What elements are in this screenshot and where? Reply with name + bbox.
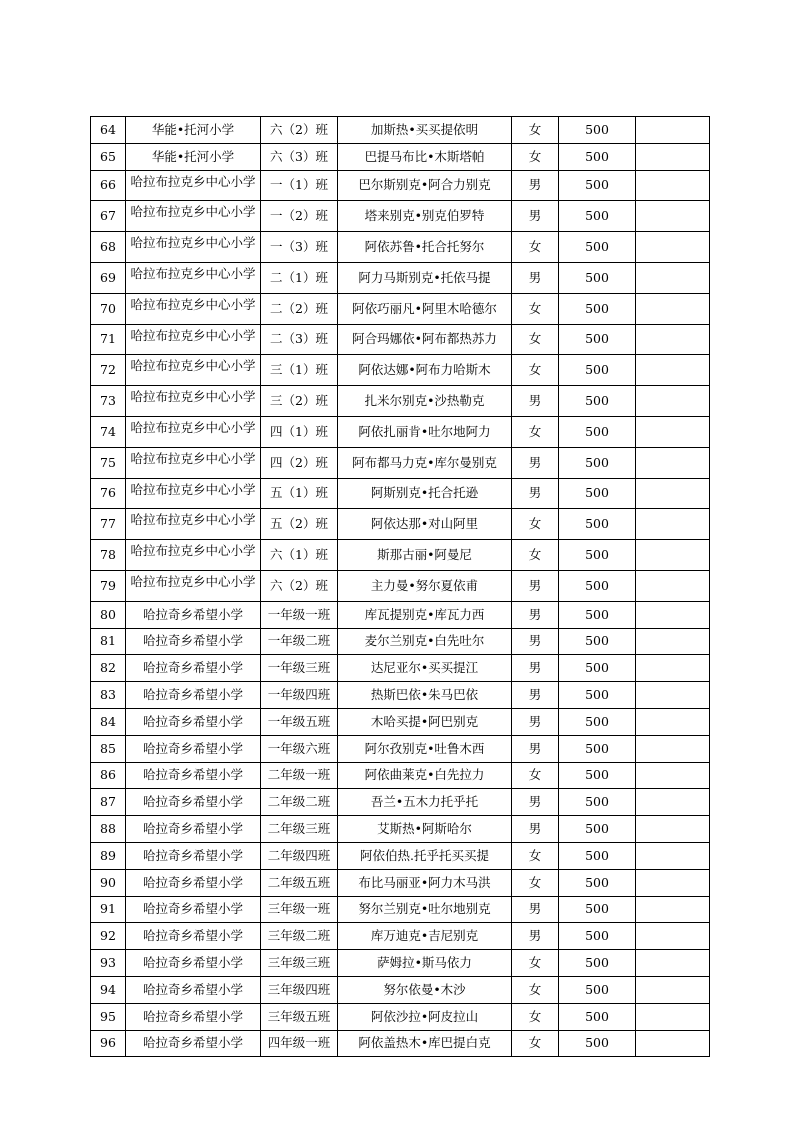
row-number-cell: 72	[91, 355, 126, 386]
gender-cell: 女	[512, 1030, 559, 1057]
student-name-cell: 木哈买提•阿巴别克	[338, 708, 512, 735]
amount-cell: 500	[559, 789, 636, 816]
amount-cell: 500	[559, 1003, 636, 1030]
student-name-cell: 扎米尔别克•沙热勒克	[338, 386, 512, 417]
class-cell: 二年级一班	[261, 762, 338, 789]
table-row	[91, 478, 710, 509]
note-cell	[636, 324, 710, 355]
student-name-cell: 阿依扎丽肯•吐尔地阿力	[338, 416, 512, 447]
student-name-cell: 阿合玛娜依•阿布都热苏力	[338, 324, 512, 355]
amount-cell: 500	[559, 869, 636, 896]
table-row	[91, 355, 710, 386]
table-row	[91, 762, 710, 789]
class-cell: 四（2）班	[261, 447, 338, 478]
amount-cell: 500	[559, 416, 636, 447]
student-name-cell: 库万迪克•吉尼别克	[338, 923, 512, 950]
row-number-cell: 95	[91, 1003, 126, 1030]
note-cell	[636, 509, 710, 540]
amount-cell: 500	[559, 447, 636, 478]
student-name-cell: 努尔兰别克•吐尔地别克	[338, 896, 512, 923]
amount-cell: 500	[559, 232, 636, 263]
amount-cell: 500	[559, 708, 636, 735]
gender-cell: 女	[512, 232, 559, 263]
row-number-cell: 73	[91, 386, 126, 417]
gender-cell: 男	[512, 570, 559, 601]
amount-cell: 500	[559, 509, 636, 540]
school-cell: 哈拉奇乡希望小学	[126, 923, 261, 950]
row-number-cell: 71	[91, 324, 126, 355]
row-number-cell: 83	[91, 682, 126, 709]
amount-cell: 500	[559, 762, 636, 789]
note-cell	[636, 976, 710, 1003]
class-cell: 二年级三班	[261, 816, 338, 843]
student-name-cell: 巴尔斯别克•阿合力别克	[338, 170, 512, 201]
row-number-cell: 86	[91, 762, 126, 789]
school-cell: 哈拉奇乡希望小学	[126, 896, 261, 923]
school-cell: 哈拉奇乡希望小学	[126, 708, 261, 735]
note-cell	[636, 762, 710, 789]
row-number-cell: 77	[91, 509, 126, 540]
school-cell: 哈拉布拉克乡中心小学	[126, 293, 261, 324]
class-cell: 三年级四班	[261, 976, 338, 1003]
gender-cell: 女	[512, 324, 559, 355]
amount-cell: 500	[559, 386, 636, 417]
table-row	[91, 293, 710, 324]
table-row	[91, 201, 710, 232]
student-name-cell: 库瓦提别克•库瓦力西	[338, 601, 512, 628]
class-cell: 二（2）班	[261, 293, 338, 324]
table-row	[91, 869, 710, 896]
gender-cell: 男	[512, 896, 559, 923]
student-name-cell: 阿依达那•对山阿里	[338, 509, 512, 540]
amount-cell: 500	[559, 816, 636, 843]
table-body	[91, 117, 710, 1057]
student-name-cell: 阿依盖热木•库巴提白克	[338, 1030, 512, 1057]
school-cell: 哈拉布拉克乡中心小学	[126, 386, 261, 417]
school-cell: 哈拉布拉克乡中心小学	[126, 478, 261, 509]
student-name-cell: 阿依曲莱克•白先拉力	[338, 762, 512, 789]
gender-cell: 男	[512, 386, 559, 417]
school-cell: 哈拉奇乡希望小学	[126, 601, 261, 628]
row-number-cell: 64	[91, 117, 126, 144]
student-name-cell: 阿尔孜别克•吐鲁木西	[338, 735, 512, 762]
note-cell	[636, 117, 710, 144]
gender-cell: 女	[512, 1003, 559, 1030]
table-row	[91, 816, 710, 843]
student-name-cell: 阿布都马力克•库尔曼别克	[338, 447, 512, 478]
note-cell	[636, 355, 710, 386]
student-name-cell: 布比马丽亚•阿力木马洪	[338, 869, 512, 896]
row-number-cell: 74	[91, 416, 126, 447]
table-row	[91, 601, 710, 628]
amount-cell: 500	[559, 478, 636, 509]
note-cell	[636, 386, 710, 417]
note-cell	[636, 478, 710, 509]
row-number-cell: 69	[91, 262, 126, 293]
note-cell	[636, 896, 710, 923]
school-cell: 哈拉奇乡希望小学	[126, 976, 261, 1003]
note-cell	[636, 735, 710, 762]
row-number-cell: 85	[91, 735, 126, 762]
student-name-cell: 麦尔兰别克•白先吐尔	[338, 628, 512, 655]
class-cell: 五（1）班	[261, 478, 338, 509]
row-number-cell: 66	[91, 170, 126, 201]
student-name-cell: 阿依达娜•阿布力哈斯木	[338, 355, 512, 386]
note-cell	[636, 869, 710, 896]
table-row	[91, 416, 710, 447]
row-number-cell: 65	[91, 143, 126, 170]
amount-cell: 500	[559, 293, 636, 324]
amount-cell: 500	[559, 950, 636, 977]
table-row	[91, 950, 710, 977]
row-number-cell: 94	[91, 976, 126, 1003]
note-cell	[636, 1030, 710, 1057]
table-row	[91, 170, 710, 201]
table-row	[91, 708, 710, 735]
school-cell: 哈拉奇乡希望小学	[126, 762, 261, 789]
row-number-cell: 89	[91, 842, 126, 869]
amount-cell: 500	[559, 682, 636, 709]
school-cell: 哈拉布拉克乡中心小学	[126, 416, 261, 447]
table-row	[91, 1030, 710, 1057]
student-name-cell: 阿依巧丽凡•阿里木哈德尔	[338, 293, 512, 324]
gender-cell: 男	[512, 789, 559, 816]
amount-cell: 500	[559, 201, 636, 232]
gender-cell: 男	[512, 682, 559, 709]
school-cell: 哈拉布拉克乡中心小学	[126, 355, 261, 386]
student-name-cell: 努尔依曼•木沙	[338, 976, 512, 1003]
class-cell: 二年级五班	[261, 869, 338, 896]
gender-cell: 男	[512, 655, 559, 682]
table-row	[91, 570, 710, 601]
school-cell: 哈拉布拉克乡中心小学	[126, 509, 261, 540]
row-number-cell: 79	[91, 570, 126, 601]
class-cell: 一年级五班	[261, 708, 338, 735]
gender-cell: 男	[512, 601, 559, 628]
note-cell	[636, 923, 710, 950]
gender-cell: 女	[512, 540, 559, 571]
table-row	[91, 1003, 710, 1030]
gender-cell: 男	[512, 478, 559, 509]
class-cell: 三年级五班	[261, 1003, 338, 1030]
school-cell: 哈拉布拉克乡中心小学	[126, 324, 261, 355]
class-cell: 三（1）班	[261, 355, 338, 386]
student-name-cell: 阿依沙拉•阿皮拉山	[338, 1003, 512, 1030]
school-cell: 哈拉奇乡希望小学	[126, 869, 261, 896]
table-row	[91, 386, 710, 417]
class-cell: 六（1）班	[261, 540, 338, 571]
gender-cell: 男	[512, 923, 559, 950]
school-cell: 哈拉奇乡希望小学	[126, 1003, 261, 1030]
row-number-cell: 92	[91, 923, 126, 950]
gender-cell: 女	[512, 293, 559, 324]
note-cell	[636, 293, 710, 324]
note-cell	[636, 540, 710, 571]
class-cell: 一年级一班	[261, 601, 338, 628]
amount-cell: 500	[559, 540, 636, 571]
note-cell	[636, 655, 710, 682]
gender-cell: 女	[512, 842, 559, 869]
school-cell: 华能•托河小学	[126, 117, 261, 144]
class-cell: 四年级一班	[261, 1030, 338, 1057]
school-cell: 哈拉布拉克乡中心小学	[126, 540, 261, 571]
row-number-cell: 84	[91, 708, 126, 735]
amount-cell: 500	[559, 262, 636, 293]
row-number-cell: 78	[91, 540, 126, 571]
student-name-cell: 斯那古丽•阿曼尼	[338, 540, 512, 571]
school-cell: 哈拉布拉克乡中心小学	[126, 447, 261, 478]
table-row	[91, 232, 710, 263]
school-cell: 哈拉布拉克乡中心小学	[126, 232, 261, 263]
note-cell	[636, 950, 710, 977]
student-name-cell: 加斯热•买买提依明	[338, 117, 512, 144]
table-row	[91, 735, 710, 762]
amount-cell: 500	[559, 143, 636, 170]
row-number-cell: 81	[91, 628, 126, 655]
amount-cell: 500	[559, 735, 636, 762]
table-row	[91, 842, 710, 869]
class-cell: 六（2）班	[261, 570, 338, 601]
class-cell: 三（2）班	[261, 386, 338, 417]
school-cell: 哈拉奇乡希望小学	[126, 816, 261, 843]
note-cell	[636, 447, 710, 478]
gender-cell: 女	[512, 976, 559, 1003]
school-cell: 哈拉布拉克乡中心小学	[126, 201, 261, 232]
row-number-cell: 67	[91, 201, 126, 232]
table-row	[91, 143, 710, 170]
class-cell: 三年级一班	[261, 896, 338, 923]
table-row	[91, 324, 710, 355]
table-row	[91, 262, 710, 293]
note-cell	[636, 816, 710, 843]
class-cell: 二（3）班	[261, 324, 338, 355]
class-cell: 六（3）班	[261, 143, 338, 170]
class-cell: 二年级二班	[261, 789, 338, 816]
table-row	[91, 447, 710, 478]
row-number-cell: 70	[91, 293, 126, 324]
note-cell	[636, 601, 710, 628]
gender-cell: 女	[512, 509, 559, 540]
school-cell: 哈拉奇乡希望小学	[126, 655, 261, 682]
row-number-cell: 80	[91, 601, 126, 628]
note-cell	[636, 842, 710, 869]
amount-cell: 500	[559, 976, 636, 1003]
gender-cell: 女	[512, 416, 559, 447]
gender-cell: 女	[512, 117, 559, 144]
gender-cell: 男	[512, 447, 559, 478]
school-cell: 哈拉奇乡希望小学	[126, 735, 261, 762]
student-name-cell: 阿斯别克•托合托逊	[338, 478, 512, 509]
school-cell: 哈拉奇乡希望小学	[126, 789, 261, 816]
class-cell: 一年级三班	[261, 655, 338, 682]
note-cell	[636, 682, 710, 709]
note-cell	[636, 232, 710, 263]
school-cell: 哈拉布拉克乡中心小学	[126, 570, 261, 601]
table-row	[91, 789, 710, 816]
table-row	[91, 540, 710, 571]
class-cell: 一（3）班	[261, 232, 338, 263]
amount-cell: 500	[559, 601, 636, 628]
student-name-cell: 阿依伯热.托乎托买买提	[338, 842, 512, 869]
note-cell	[636, 1003, 710, 1030]
row-number-cell: 88	[91, 816, 126, 843]
row-number-cell: 91	[91, 896, 126, 923]
class-cell: 一（1）班	[261, 170, 338, 201]
class-cell: 一年级二班	[261, 628, 338, 655]
gender-cell: 男	[512, 262, 559, 293]
note-cell	[636, 170, 710, 201]
class-cell: 一年级六班	[261, 735, 338, 762]
table-row	[91, 976, 710, 1003]
student-aid-table	[90, 116, 710, 1057]
amount-cell: 500	[559, 170, 636, 201]
gender-cell: 男	[512, 735, 559, 762]
amount-cell: 500	[559, 655, 636, 682]
gender-cell: 男	[512, 628, 559, 655]
amount-cell: 500	[559, 628, 636, 655]
class-cell: 三年级三班	[261, 950, 338, 977]
class-cell: 五（2）班	[261, 509, 338, 540]
class-cell: 四（1）班	[261, 416, 338, 447]
note-cell	[636, 416, 710, 447]
row-number-cell: 90	[91, 869, 126, 896]
class-cell: 二（1）班	[261, 262, 338, 293]
gender-cell: 男	[512, 170, 559, 201]
gender-cell: 男	[512, 201, 559, 232]
row-number-cell: 87	[91, 789, 126, 816]
student-name-cell: 热斯巴依•朱马巴依	[338, 682, 512, 709]
student-name-cell: 萨姆拉•斯马依力	[338, 950, 512, 977]
gender-cell: 男	[512, 816, 559, 843]
row-number-cell: 93	[91, 950, 126, 977]
student-name-cell: 阿依苏鲁•托合托努尔	[338, 232, 512, 263]
gender-cell: 男	[512, 708, 559, 735]
row-number-cell: 76	[91, 478, 126, 509]
gender-cell: 女	[512, 143, 559, 170]
row-number-cell: 75	[91, 447, 126, 478]
note-cell	[636, 789, 710, 816]
class-cell: 二年级四班	[261, 842, 338, 869]
student-name-cell: 巴提马布比•木斯塔帕	[338, 143, 512, 170]
row-number-cell: 68	[91, 232, 126, 263]
amount-cell: 500	[559, 117, 636, 144]
amount-cell: 500	[559, 1030, 636, 1057]
student-name-cell: 主力曼•努尔夏依甫	[338, 570, 512, 601]
row-number-cell: 82	[91, 655, 126, 682]
table-row	[91, 923, 710, 950]
amount-cell: 500	[559, 570, 636, 601]
amount-cell: 500	[559, 355, 636, 386]
school-cell: 哈拉奇乡希望小学	[126, 950, 261, 977]
school-cell: 哈拉奇乡希望小学	[126, 1030, 261, 1057]
table-row	[91, 655, 710, 682]
table-row	[91, 628, 710, 655]
class-cell: 一年级四班	[261, 682, 338, 709]
class-cell: 一（2）班	[261, 201, 338, 232]
school-cell: 哈拉奇乡希望小学	[126, 842, 261, 869]
amount-cell: 500	[559, 896, 636, 923]
table-row	[91, 896, 710, 923]
class-cell: 三年级二班	[261, 923, 338, 950]
gender-cell: 女	[512, 869, 559, 896]
gender-cell: 女	[512, 950, 559, 977]
note-cell	[636, 570, 710, 601]
table-row	[91, 682, 710, 709]
amount-cell: 500	[559, 842, 636, 869]
class-cell: 六（2）班	[261, 117, 338, 144]
note-cell	[636, 143, 710, 170]
note-cell	[636, 262, 710, 293]
student-name-cell: 塔来别克•别克伯罗特	[338, 201, 512, 232]
amount-cell: 500	[559, 923, 636, 950]
note-cell	[636, 201, 710, 232]
student-name-cell: 吾兰•五木力托乎托	[338, 789, 512, 816]
student-name-cell: 艾斯热•阿斯哈尔	[338, 816, 512, 843]
school-cell: 华能•托河小学	[126, 143, 261, 170]
amount-cell: 500	[559, 324, 636, 355]
note-cell	[636, 628, 710, 655]
student-name-cell: 达尼亚尔•买买提江	[338, 655, 512, 682]
gender-cell: 女	[512, 762, 559, 789]
student-name-cell: 阿力马斯别克•托依马提	[338, 262, 512, 293]
school-cell: 哈拉奇乡希望小学	[126, 628, 261, 655]
school-cell: 哈拉布拉克乡中心小学	[126, 170, 261, 201]
table-row	[91, 117, 710, 144]
note-cell	[636, 708, 710, 735]
school-cell: 哈拉布拉克乡中心小学	[126, 262, 261, 293]
gender-cell: 女	[512, 355, 559, 386]
table-row	[91, 509, 710, 540]
school-cell: 哈拉奇乡希望小学	[126, 682, 261, 709]
row-number-cell: 96	[91, 1030, 126, 1057]
